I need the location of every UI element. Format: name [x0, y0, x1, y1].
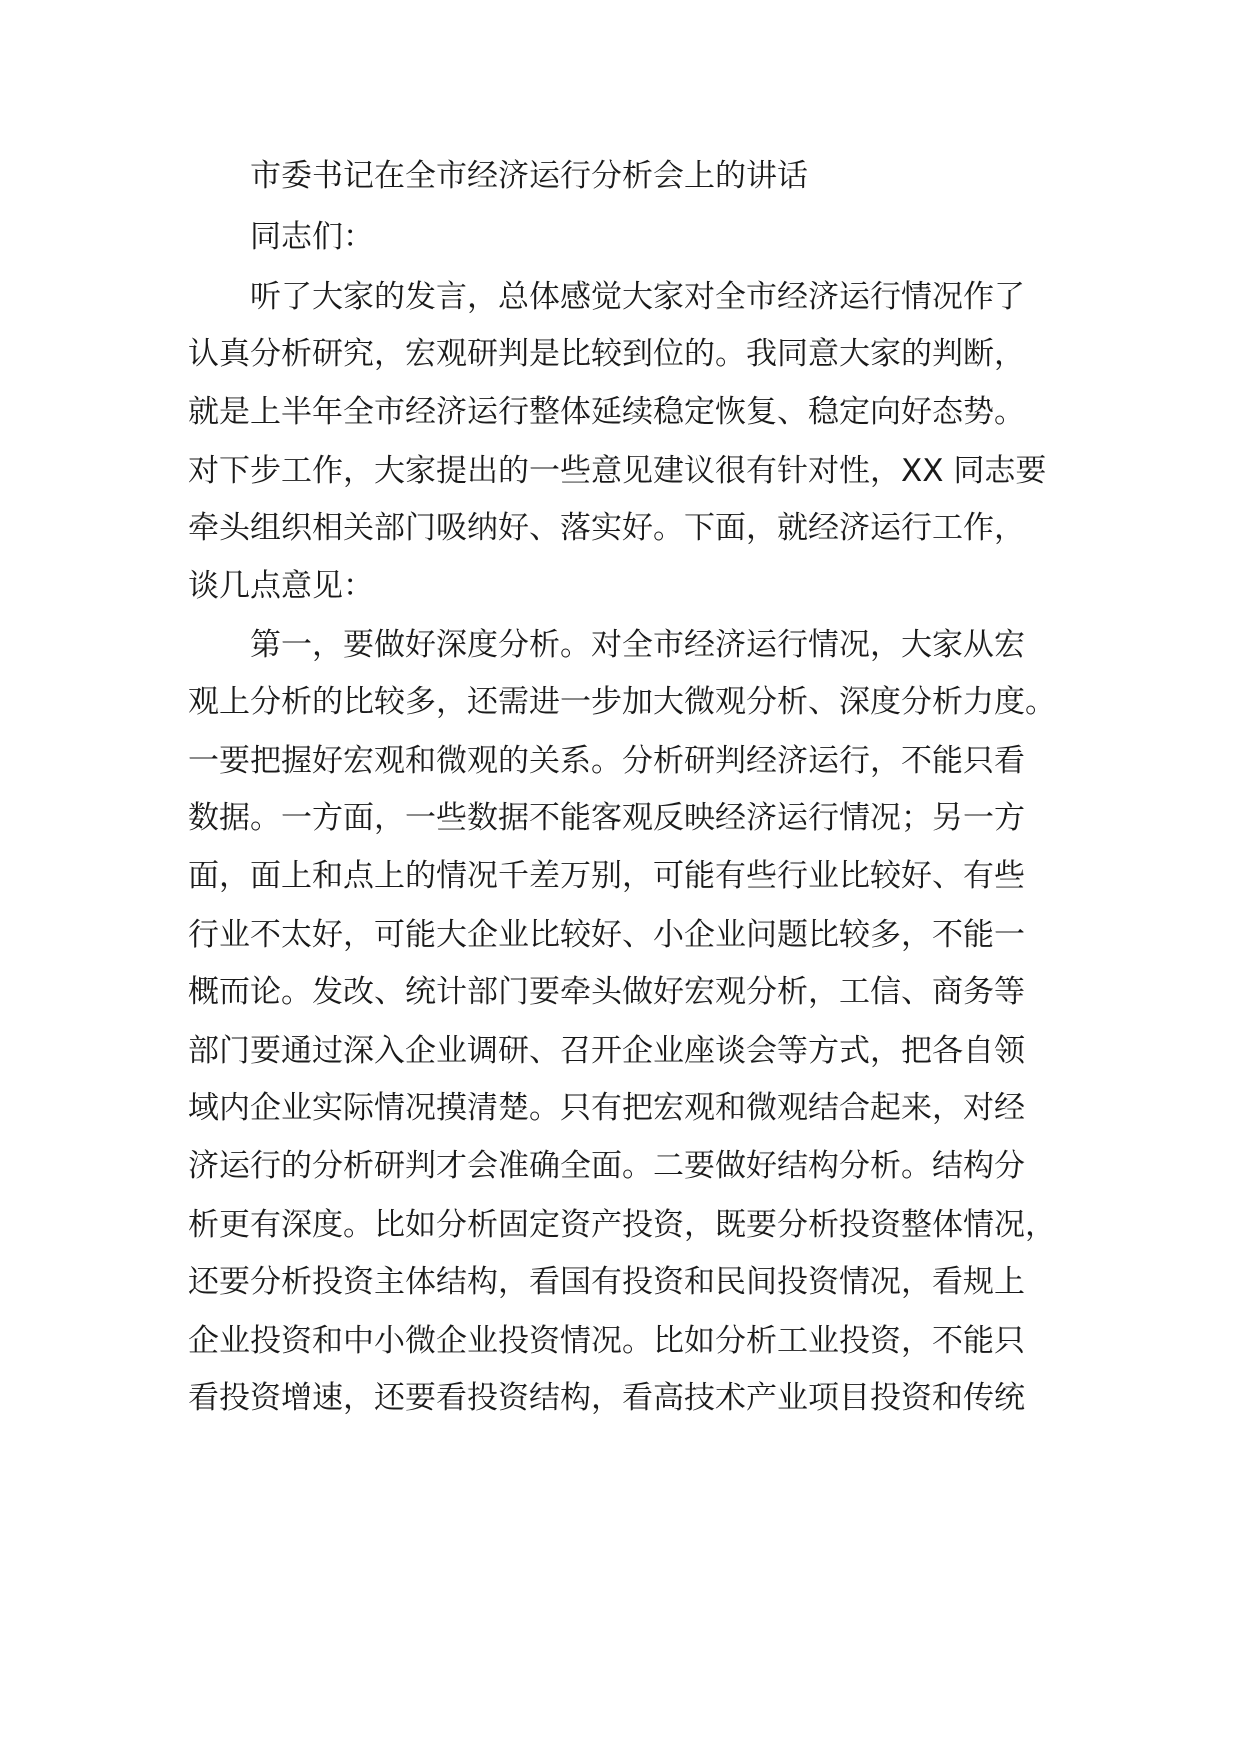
paragraph-line: 部门要通过深入企业调研、召开企业座谈会等方式，把各自领 — [188, 1033, 1025, 1069]
paragraph-line: 域内企业实际情况摸清楚。只有把宏观和微观结合起来，对经 — [188, 1090, 1025, 1126]
paragraph-line: 概而论。发改、统计部门要牵头做好宏观分析，工信、商务等 — [188, 974, 1025, 1010]
paragraph-line: 谈几点意见： — [188, 568, 374, 604]
paragraph-line: 牵头组织相关部门吸纳好、落实好。下面，就经济运行工作， — [188, 510, 1025, 546]
paragraph-line: 济运行的分析研判才会准确全面。二要做好结构分析。结构分 — [188, 1148, 1025, 1184]
document-title: 市委书记在全市经济运行分析会上的讲话 — [250, 158, 808, 194]
paragraph-line: 第一，要做好深度分析。对全市经济运行情况，大家从宏 — [250, 627, 1025, 663]
paragraph-line: 还要分析投资主体结构，看国有投资和民间投资情况，看规上 — [188, 1264, 1025, 1300]
paragraph-line: 数据。一方面，一些数据不能客观反映经济运行情况；另一方 — [188, 800, 1025, 836]
paragraph-line: 企业投资和中小微企业投资情况。比如分析工业投资，不能只 — [188, 1323, 1025, 1359]
paragraph-line: 一要把握好宏观和微观的关系。分析研判经济运行，不能只看 — [188, 743, 1025, 779]
paragraph-line: 观上分析的比较多，还需进一步加大微观分析、深度分析力度。 — [188, 684, 1056, 720]
paragraph-line: 认真分析研究，宏观研判是比较到位的。我同意大家的判断， — [188, 336, 1025, 372]
paragraph-line: 析更有深度。比如分析固定资产投资，既要分析投资整体情况， — [188, 1207, 1056, 1243]
paragraph-line: 就是上半年全市经济运行整体延续稳定恢复、稳定向好态势。 — [188, 394, 1025, 430]
paragraph-line: 看投资增速，还要看投资结构，看高技术产业项目投资和传统 — [188, 1380, 1025, 1416]
paragraph-line: 面，面上和点上的情况千差万别，可能有些行业比较好、有些 — [188, 858, 1025, 894]
paragraph-line: 听了大家的发言，总体感觉大家对全市经济运行情况作了 — [250, 279, 1025, 315]
paragraph-line: 对下步工作，大家提出的一些意见建议很有针对性，XX 同志要 — [188, 453, 1047, 489]
salutation: 同志们： — [250, 219, 374, 255]
paragraph-line: 行业不太好，可能大企业比较好、小企业问题比较多，不能一 — [188, 917, 1025, 953]
